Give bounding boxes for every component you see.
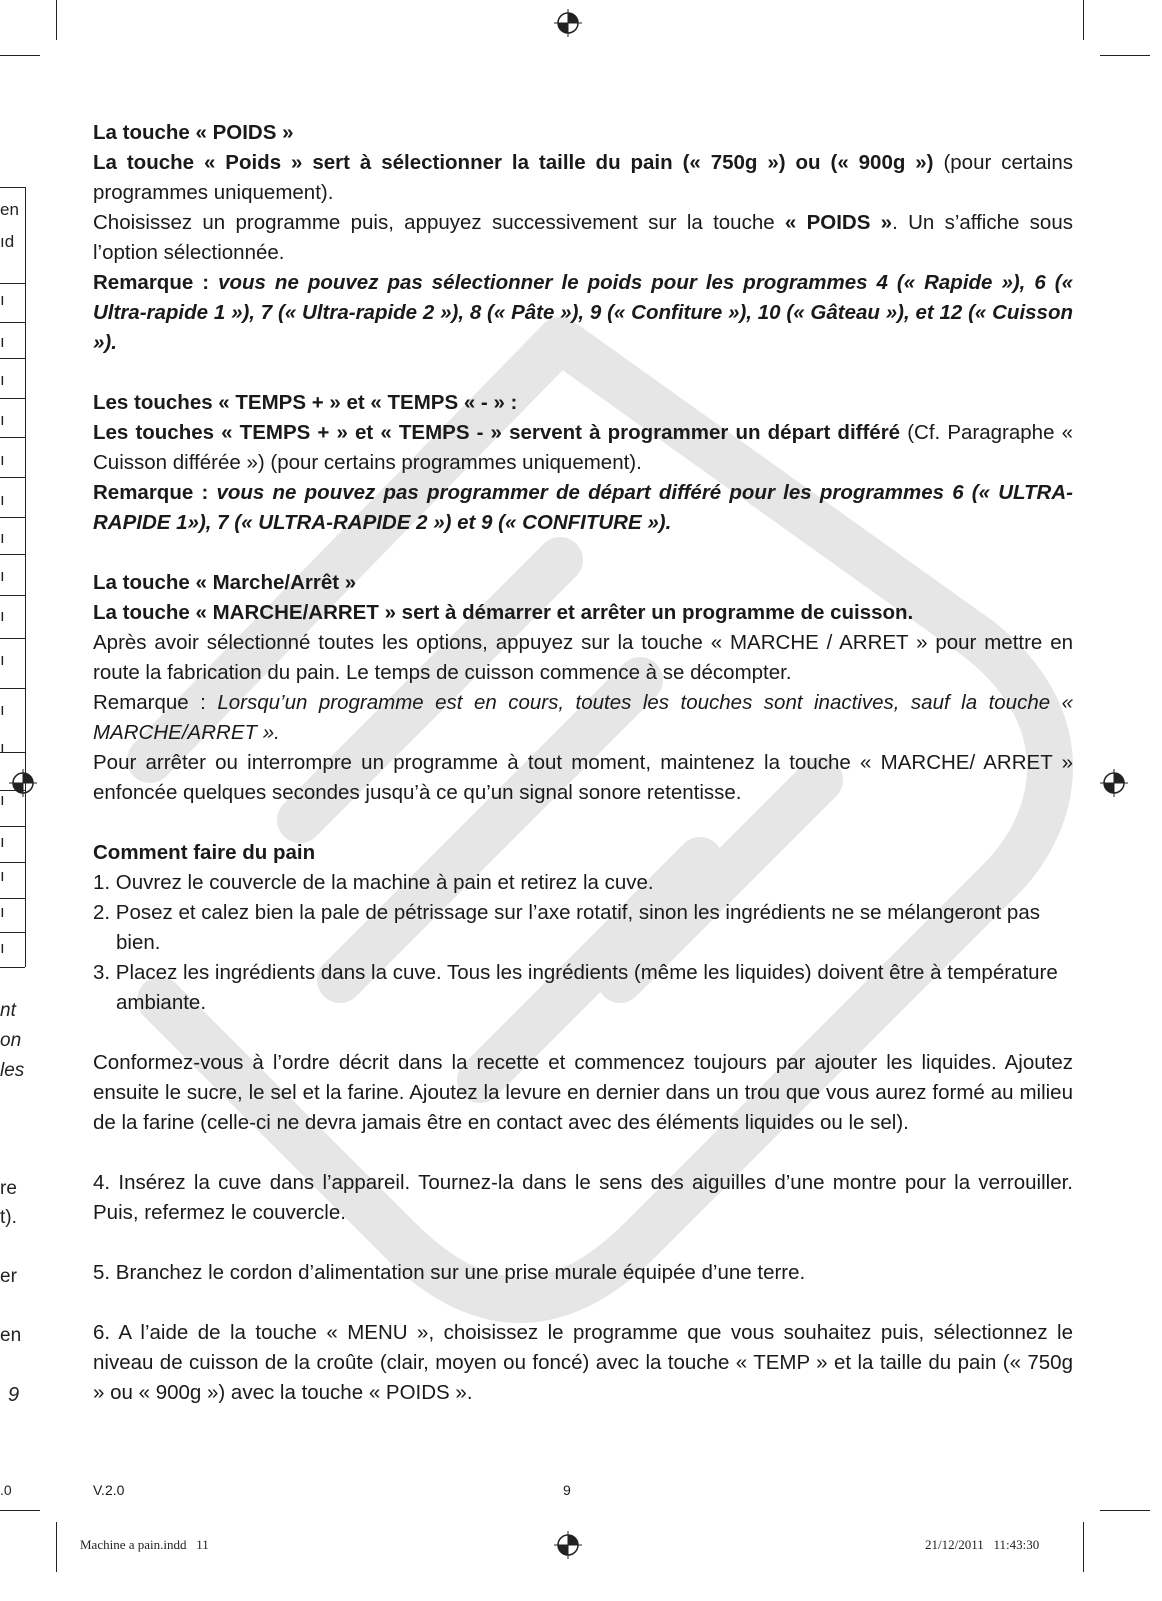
spill-row-line xyxy=(0,595,25,596)
spill-table-cell: ı xyxy=(0,528,5,547)
spill-table-cell: ı xyxy=(0,290,5,309)
list-item: 1. Ouvrez le couvercle de la machine à pain et retirez la cuve. xyxy=(93,871,654,894)
spill-table-cell: ı xyxy=(0,902,5,921)
paragraph: La touche « MARCHE/ARRET » sert à démarrer et arrêter un programme de cuisson. xyxy=(93,601,914,624)
spill-line: en xyxy=(0,1325,22,1346)
crop-mark xyxy=(56,0,57,40)
spill-table-cell: ı xyxy=(0,490,5,509)
spill-line: er xyxy=(0,1266,17,1287)
section-heading: La touche « POIDS » xyxy=(93,121,294,144)
spill-row-line xyxy=(0,826,25,827)
page-content xyxy=(93,118,1073,1408)
list-item: 2. Posez et calez bien la pale de pétrissage sur l’axe rotatif, sinon les ingrédients ne se mélangeront pas bien. xyxy=(93,901,1040,954)
spill-row-line xyxy=(0,898,25,899)
spill-table-cell: ı xyxy=(0,332,5,351)
paragraph: Pour arrêter ou interrompre un programme à tout moment, maintenez la touche « MARCHE/ ARRET » enfoncée quelques secondes jusqu’à ce qu’un signal sonore retentisse. xyxy=(93,751,1073,804)
spill-italic-line: on xyxy=(0,1030,22,1051)
spill-row-line xyxy=(0,967,25,968)
spill-table-cell: en xyxy=(0,200,19,219)
spill-version: .0 xyxy=(0,1482,12,1498)
spill-row-line xyxy=(0,862,25,863)
spill-table-cell: ı xyxy=(0,700,5,719)
spill-row-line xyxy=(0,283,25,284)
spill-row-line xyxy=(0,322,25,323)
version-label: V.2.0 xyxy=(93,1482,125,1498)
spill-row-line xyxy=(0,437,25,438)
spill-line: re xyxy=(0,1178,17,1199)
crop-mark xyxy=(1083,0,1084,40)
spill-table-cell: ı xyxy=(0,606,5,625)
spill-table-cell: ı xyxy=(0,370,5,389)
page-number: 9 xyxy=(563,1482,571,1498)
list-item: 3. Placez les ingrédients dans la cuve. Tous les ingrédients (même les liquides) doivent être à température ambiante. xyxy=(93,961,1058,1014)
spill-table-cell: ı xyxy=(0,938,5,957)
crop-mark xyxy=(1100,1510,1150,1511)
slug-filename: Machine a pain.indd 11 xyxy=(80,1537,209,1552)
spill-row-line xyxy=(0,477,25,478)
spill-row-line xyxy=(0,187,25,188)
paragraph: Choisissez un programme puis, appuyez successivement sur la touche « POIDS ». Un s’affiche sous l’option sélectionnée. xyxy=(93,211,1073,264)
registration-mark-icon xyxy=(553,8,583,38)
remark: Remarque : vous ne pouvez pas programmer de départ différé pour les programmes 6 (« ULTRA-RAPIDE 1»), 7 (« ULTRA-RAPIDE 2 ») et 9 (« CONFITURE »). xyxy=(93,481,1073,534)
crop-mark xyxy=(56,1522,57,1572)
paragraph: La touche « Poids » sert à sélectionner la taille du pain (« 750g ») ou (« 900g ») (pour certains programmes uniquement). xyxy=(93,151,1073,204)
section-heading: Comment faire du pain xyxy=(93,841,316,864)
paragraph: Après avoir sélectionné toutes les options, appuyez sur la touche « MARCHE / ARRET » pour mettre en route la fabrication du pain. Le temps de cuisson commence à se décompter. xyxy=(93,631,1073,684)
spill-row-line xyxy=(0,932,25,933)
spill-italic-line: les xyxy=(0,1060,25,1081)
spill-row-line xyxy=(0,517,25,518)
spill-table-cell: ı xyxy=(0,650,5,669)
spill-table-cell: ı xyxy=(0,832,5,851)
crop-mark xyxy=(0,55,40,56)
remark: Remarque : vous ne pouvez pas sélectionner le poids pour les programmes 4 (« Rapide »), 6 (« Ultra-rapide 1 »), 7 (« Ultra-rapide 2 »), 8 (« Pâte »), 9 (« Confiture »), 10 (« Gâteau »), et 12 (« Cuisson »). xyxy=(93,271,1073,354)
spill-table-cell: ı xyxy=(0,450,5,469)
crop-mark xyxy=(1083,1522,1084,1572)
crop-mark xyxy=(0,1510,40,1511)
remark: Remarque : Lorsqu’un programme est en cours, toutes les touches sont inactives, sauf la touche « MARCHE/ARRET ». xyxy=(93,691,1073,744)
spill-table-cell: ıd xyxy=(0,232,15,251)
spill-row-line xyxy=(0,398,25,399)
crop-mark xyxy=(1100,55,1150,56)
spill-table-cell: ı xyxy=(0,790,5,809)
paragraph: Les touches « TEMPS + » et « TEMPS - » servent à programmer un départ différé (Cf. Paragraphe « Cuisson différée ») (pour certains programmes uniquement). xyxy=(93,421,1073,474)
slug-timestamp: 21/12/2011 11:43:30 xyxy=(925,1537,1040,1552)
spill-row-line xyxy=(0,688,25,689)
spill-row-line xyxy=(0,638,25,639)
paragraph: 6. A l’aide de la touche « MENU », choisissez le programme que vous souhaitez puis, sélectionnez le niveau de cuisson de la croûte (clair, moyen ou foncé) avec la touche « TEMP » et la taille du pain (« 750g » ou « 900g ») avec la touche « POIDS ». xyxy=(93,1321,1073,1404)
paragraph: 5. Branchez le cordon d’alimentation sur une prise murale équipée d’une terre. xyxy=(93,1261,806,1284)
registration-mark-icon xyxy=(553,1530,583,1560)
spill-page-number: 9 xyxy=(8,1384,20,1406)
steps-list xyxy=(93,868,1073,1018)
section-heading: La touche « Marche/Arrêt » xyxy=(93,571,357,594)
spill-table-cell: ı xyxy=(0,566,5,585)
spill-italic-line: nt xyxy=(0,1000,16,1021)
paragraph: Conformez-vous à l’ordre décrit dans la recette et commencez toujours par ajouter les liquides. Ajoutez ensuite le sucre, le sel et la farine. Ajoutez la levure en dernier dans un trou que vous aurez formé au milieu de la farine (celle-ci ne devra jamais être en contact avec des éléments liquides ou le sel). xyxy=(93,1051,1073,1134)
section-heading: Les touches « TEMPS + » et « TEMPS « - » : xyxy=(93,391,518,414)
spill-table-cell: ı xyxy=(0,738,5,757)
spill-table-cell: ı xyxy=(0,866,5,885)
spill-row-line xyxy=(0,358,25,359)
spill-row-line xyxy=(0,554,25,555)
paragraph: 4. Insérez la cuve dans l’appareil. Tournez-la dans le sens des aiguilles d’une montre pour la verrouiller. Puis, refermez le couvercle. xyxy=(93,1171,1073,1224)
spill-table-cell: ı xyxy=(0,410,5,429)
spill-line: t). xyxy=(0,1207,17,1228)
registration-mark-icon xyxy=(1099,768,1129,798)
